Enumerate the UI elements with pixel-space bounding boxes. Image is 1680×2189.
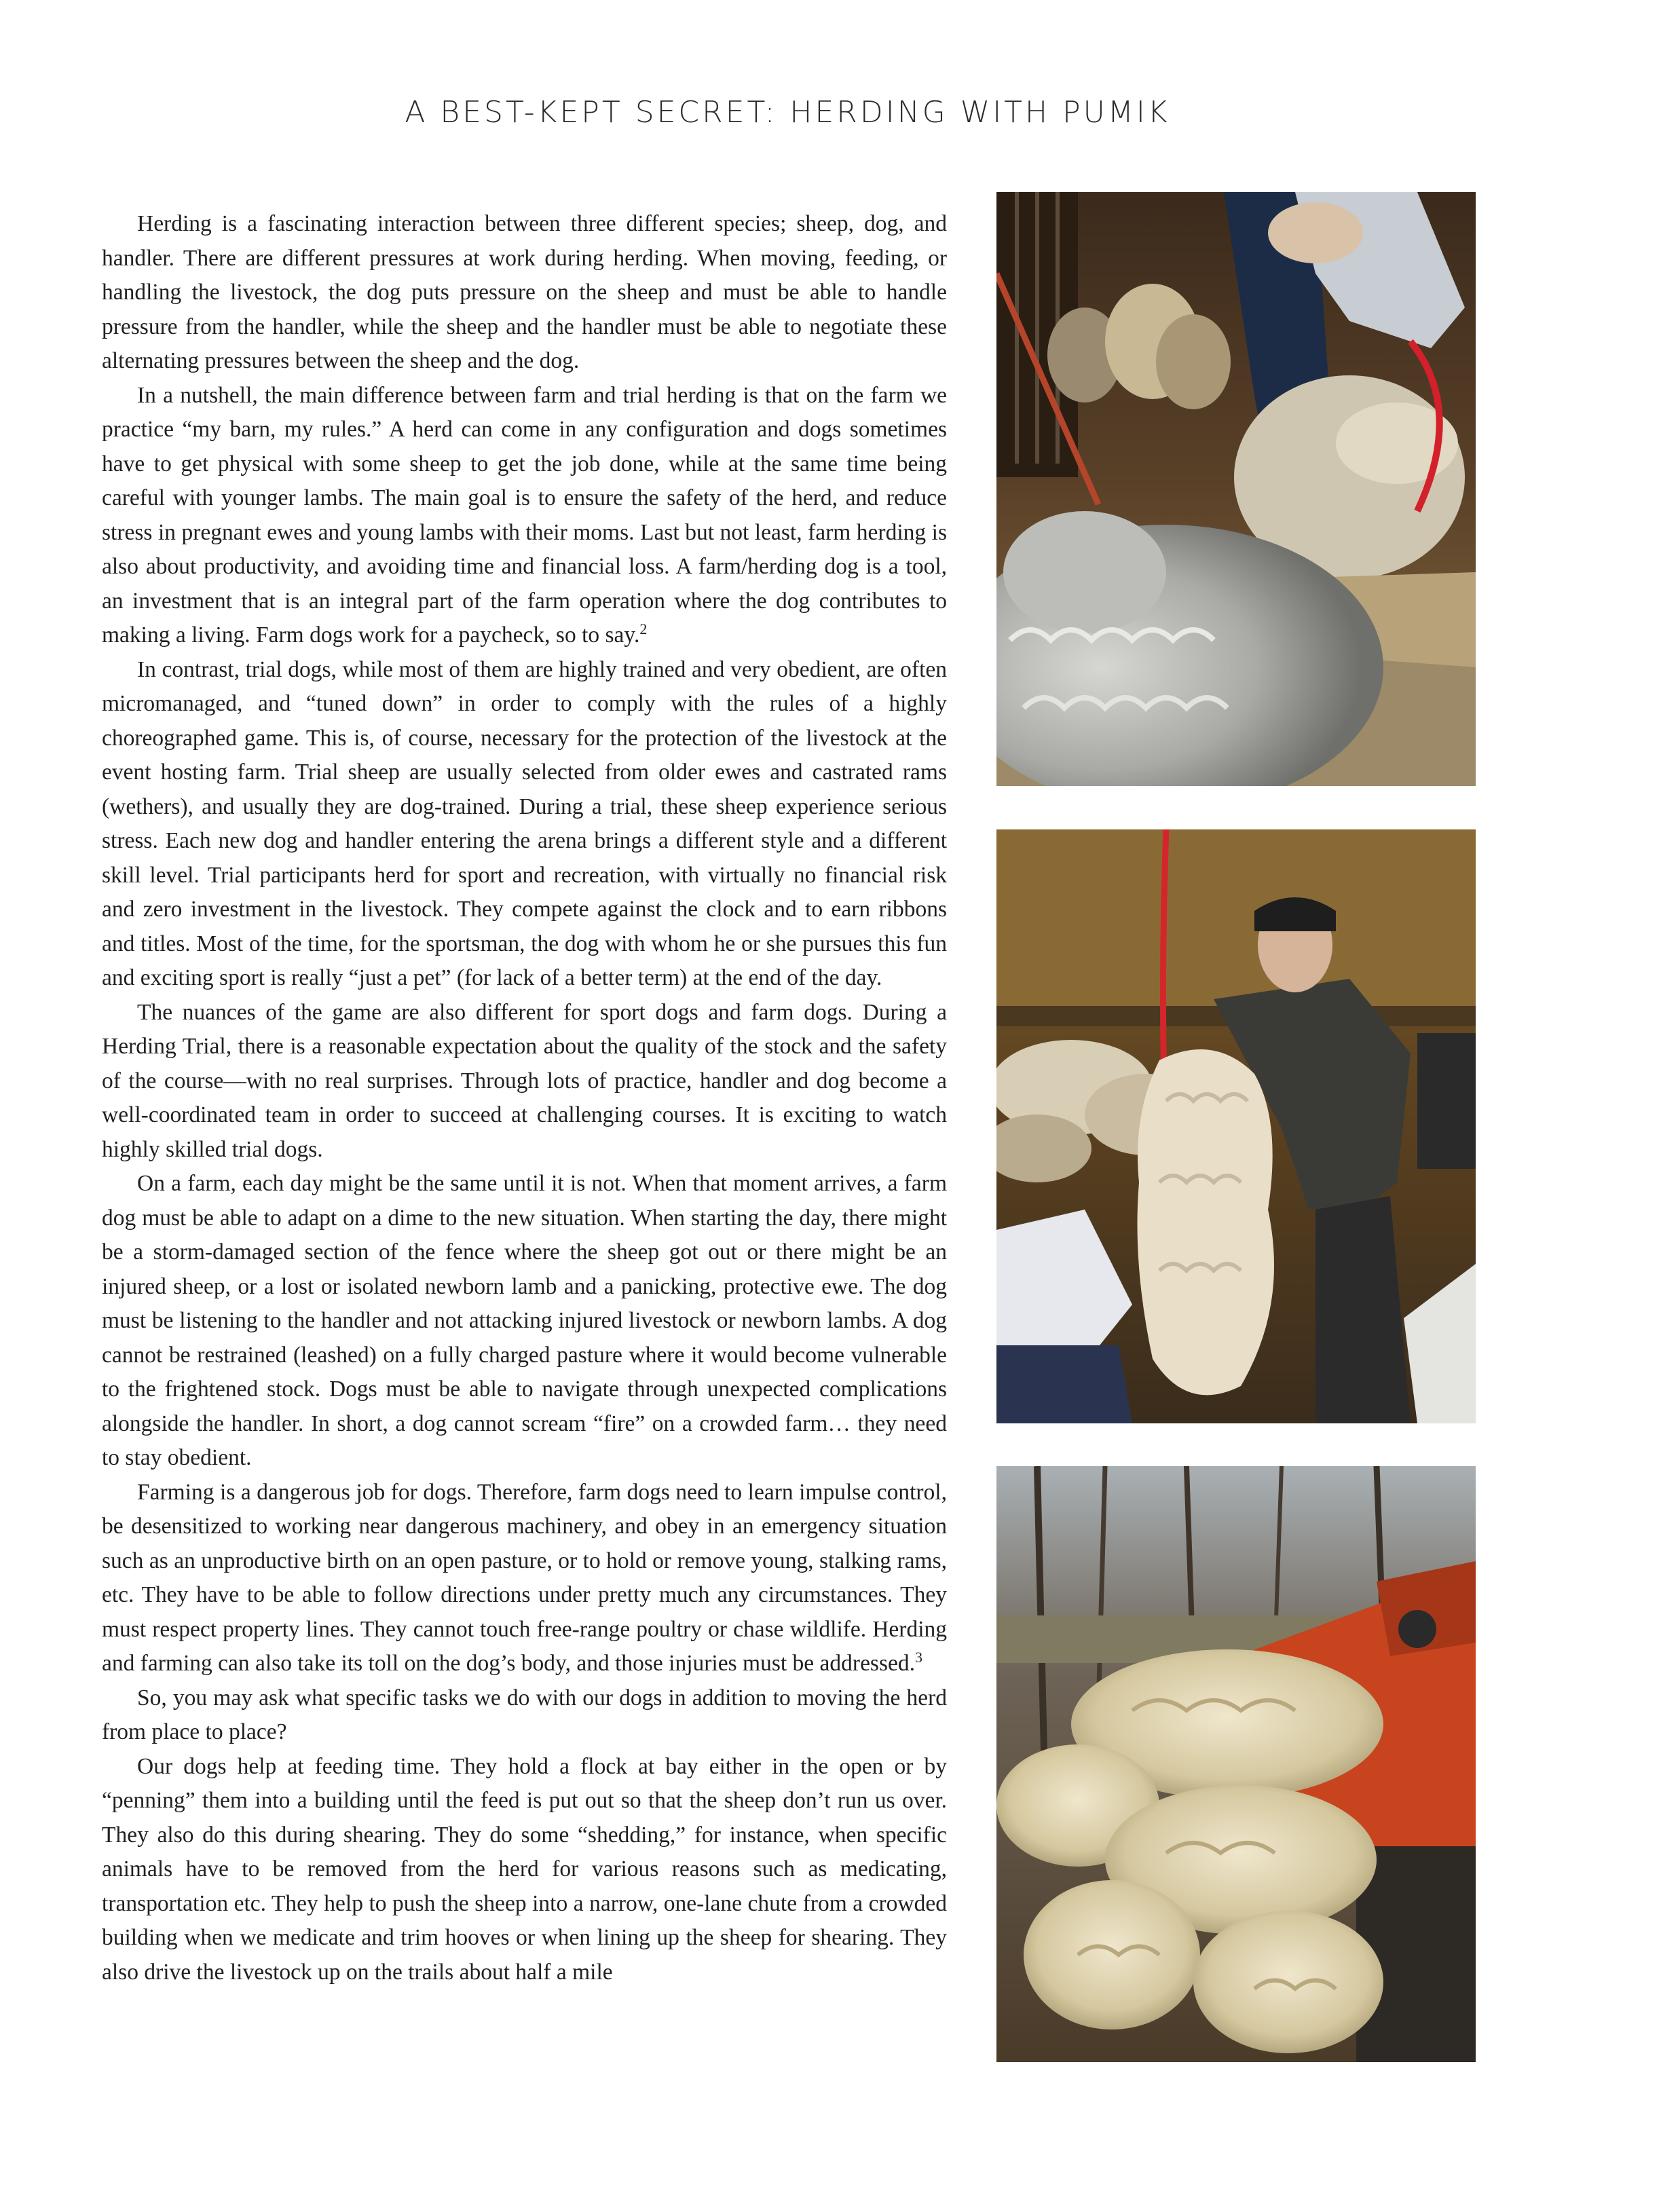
article-body — [102, 207, 947, 1989]
paragraph: Herding is a fascinating interaction between three different species; sheep, dog, and handler. There are different pressures at work during herding. When moving, feeding, or handling the livestock, the dog puts pressure on the sheep and must be able to handle pressure from the handler, while the sheep and the handler must be able to negotiate these alternating pressures between the sheep and the dog. — [102, 211, 947, 373]
photo-fleece-handling — [996, 829, 1476, 1423]
photo-shearing-barn — [996, 192, 1476, 786]
page-title: A BEST-KEPT SECRET: HERDING WITH PUMIK — [405, 95, 1170, 130]
paragraph: In a nutshell, the main difference between farm and trial herding is that on the farm we practice “my barn, my rules.” A herd can come in any configuration and dogs sometimes have to get physical with some sheep to get the job done, while at the same time being careful with younger lambs. The main goal is to ensure the safety of the herd, and reduce stress in pregnant ewes and young lambs with their moms. Last but not least, farm herding is also about productivity, and avoiding time and financial loss. A farm/herding dog is a tool, an investment that is an integral part of the farm operation where the dog contributes to making a living. Farm dogs work for a paycheck, so to say.$^2$ — [102, 382, 947, 648]
footnote-ref[interactable]: 3 — [915, 1649, 923, 1666]
paragraph: In contrast, trial dogs, while most of them are highly trained and very obedient, are often micromanaged, and “tuned down” in order to comply with the rules of a highly choreographed game. This is, of course, necessary for the protection of the livestock at the event hosting farm. Trial sheep are usually selected from older ewes and castrated rams (wethers), and usually they are dog-trained. During a trial, these sheep experience serious stress. Each new dog and handler entering the arena brings a different style and a different skill level. Trial participants herd for sport and recreation, with virtually no financial risk and zero investment in the livestock. They compete against the clock and to earn ribbons and titles. Most of the time, for the sportsman, the dog with whom he or she pursues this fun and exciting sport is really “just a pet” (for lack of a better term) at the end of the day. — [102, 656, 947, 990]
paragraph: Farming is a dangerous job for dogs. Therefore, farm dogs need to learn impulse control, be desensitized to working near dangerous machinery, and obey in an emergency situation such as an unproductive birth on an open pasture, or to hold or remove young, stalking rams, etc. They have to be able to follow directions under pretty much any circumstances. They must respect property lines. They cannot touch free-range poultry or chase wildlife. Herding and farming can also take its toll on the dog’s body, and those injuries must be addressed.$^3$ — [102, 1479, 947, 1676]
paragraph: Our dogs help at feeding time. They hold a flock at bay either in the open or by “penning” them into a building until the feed is put out so that the sheep don’t run us over. They also do this during shearing. They do some “shedding,” for instance, when specific animals have to be removed from the herd for various reasons such as medicating, transportation etc. They help to push the sheep into a narrow, one-lane chute from a crowded building when we medicate and trim hooves or when lining up the sheep for shearing. They also drive the livestock up on the trails about half a mile — [102, 1753, 947, 1985]
footnote-ref[interactable]: 2 — [639, 620, 648, 637]
paragraph: On a farm, each day might be the same until it is not. When that moment arrives, a farm dog must be able to adapt on a dime to the new situation. When starting the day, there might be a storm-damaged section of the fence where the sheep got out or there might be an injured sheep, or a lost or isolated newborn lamb and a panicking, protective ewe. The dog must be listening to the handler and not attacking injured livestock or newborn lambs. A dog cannot be restrained (leashed) on a fully charged pasture where it would become vulnerable to the frightened stock. Dogs must be able to navigate through unexpected complications alongside the handler. In short, a dog cannot scream “fire” on a crowded farm… they need to stay obedient. — [102, 1171, 947, 1470]
paragraph: The nuances of the game are also different for sport dogs and farm dogs. During a Herding Trial, there is a reasonable expectation about the quality of the stock and the safety of the course—with no real surprises. Through lots of practice, handler and dog become a well-coordinated team in order to succeed at challenging courses. It is exciting to watch highly skilled trial dogs. — [102, 999, 947, 1162]
photo-fleece-bags-tractor — [996, 1466, 1476, 2062]
paragraph: So, you may ask what specific tasks we do with our dogs in addition to moving the herd from place to place? — [102, 1685, 947, 1744]
